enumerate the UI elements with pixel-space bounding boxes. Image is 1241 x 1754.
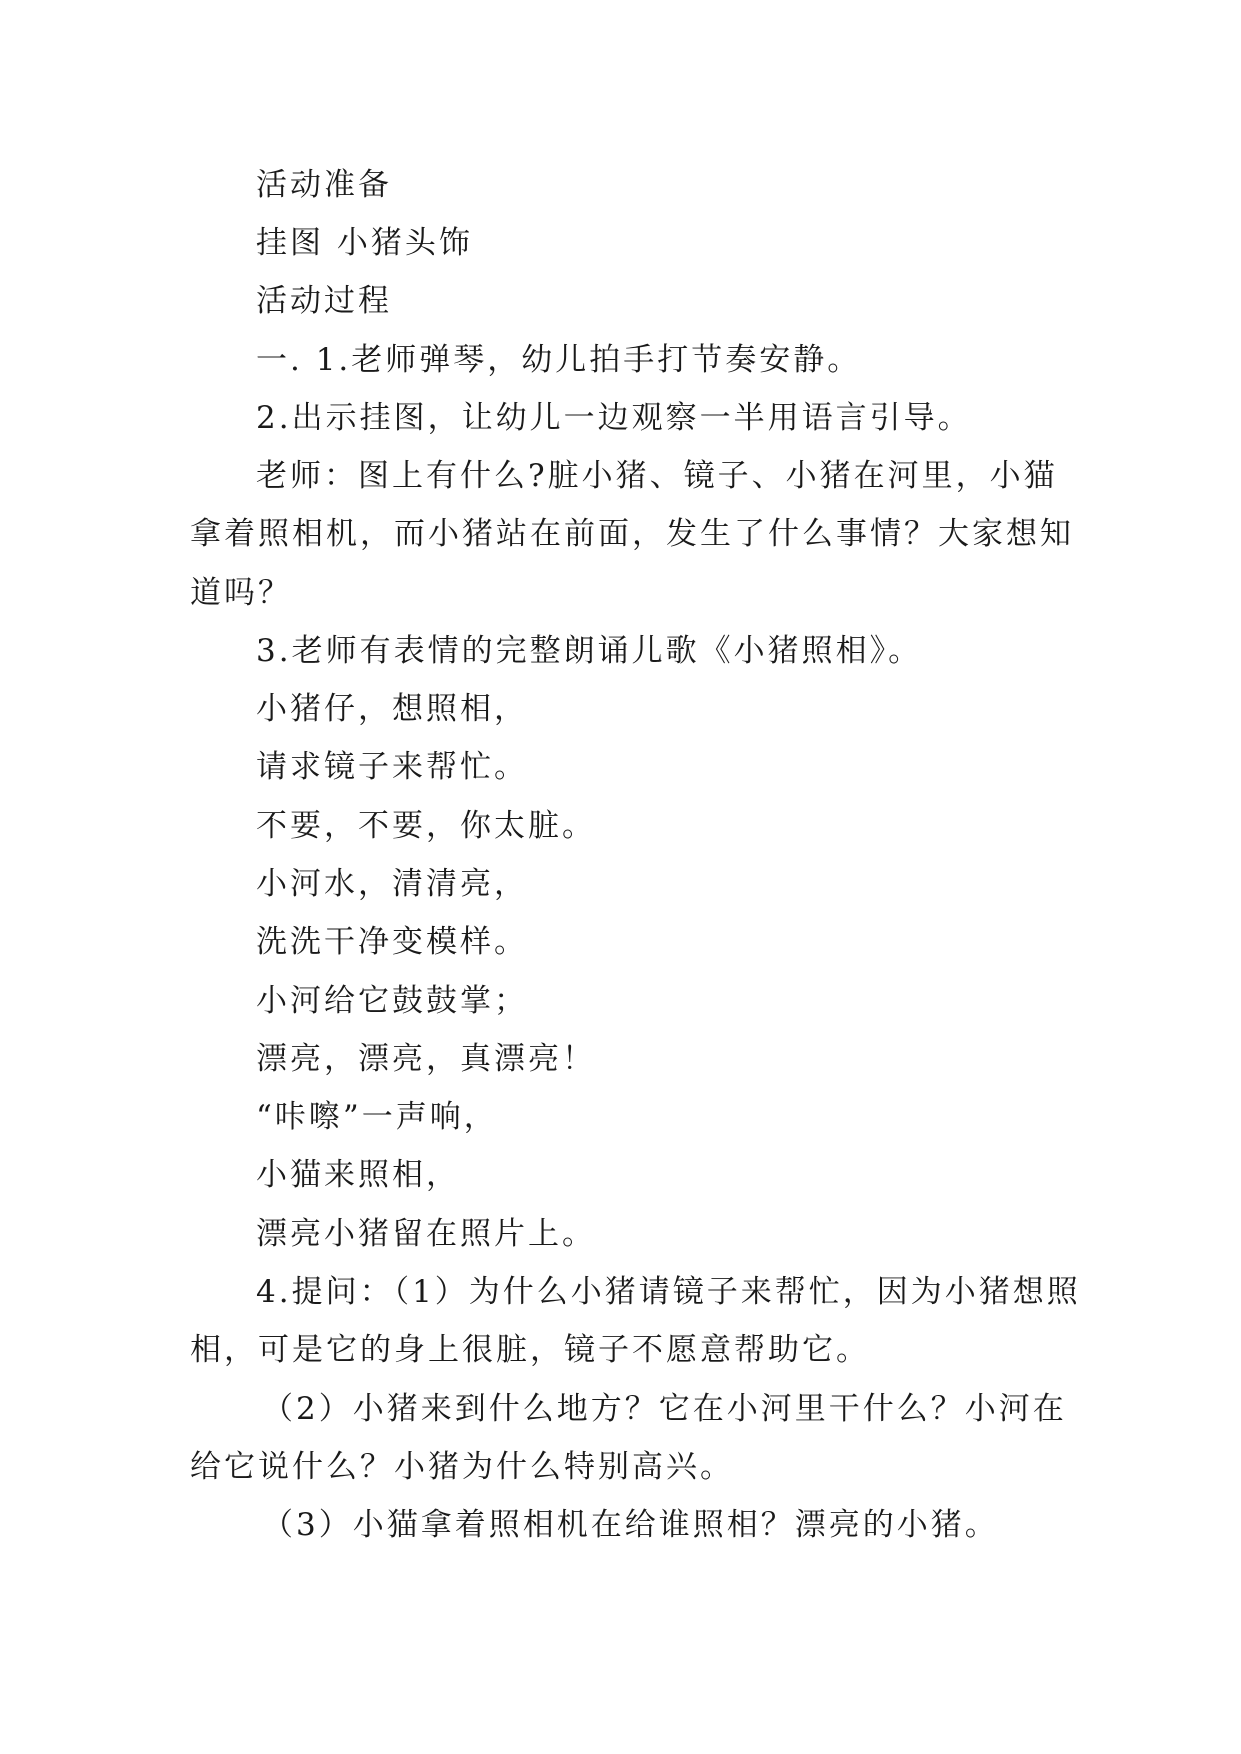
text-line: 活动准备 bbox=[256, 167, 392, 203]
text-line: 给它说什么？小猪为什么特别高兴。 bbox=[190, 1449, 734, 1485]
text-line: 活动过程 bbox=[256, 283, 392, 319]
text-line: 3.老师有表情的完整朗诵儿歌《小猪照相》。 bbox=[256, 633, 923, 669]
text-line: （3）小猫拿着照相机在给谁照相？漂亮的小猪。 bbox=[262, 1507, 999, 1543]
text-line: 老师：图上有什么?脏小猪、镜子、小猪在河里，小猫 bbox=[256, 458, 1058, 494]
text-line: 相，可是它的身上很脏，镜子不愿意帮助它。 bbox=[190, 1332, 870, 1368]
text-line: 拿着照相机，而小猪站在前面，发生了什么事情？大家想知 bbox=[190, 516, 1074, 552]
text-line: 请求镜子来帮忙。 bbox=[256, 749, 528, 785]
text-line: 小河水，清清亮， bbox=[256, 866, 528, 902]
text-line: 洗洗干净变模样。 bbox=[256, 924, 528, 960]
text-line: 小猫来照相， bbox=[256, 1157, 460, 1193]
text-line: 漂亮小猪留在照片上。 bbox=[256, 1216, 596, 1252]
text-line: 不要，不要，你太脏。 bbox=[256, 808, 596, 844]
text-line: 小河给它鼓鼓掌； bbox=[256, 983, 528, 1019]
text-line: 一. 1.老师弹琴，幼儿拍手打节奏安静。 bbox=[256, 342, 862, 378]
text-line: 4.提问：（1）为什么小猪请镜子来帮忙，因为小猪想照 bbox=[256, 1274, 1081, 1310]
text-line: 2.出示挂图，让幼儿一边观察一半用语言引导。 bbox=[256, 400, 972, 436]
text-line: 道吗？ bbox=[190, 575, 292, 611]
text-line: 挂图 小猪头饰 bbox=[256, 225, 473, 261]
text-line: 漂亮，漂亮，真漂亮！ bbox=[256, 1041, 596, 1077]
text-line: “咔嚓”一声响， bbox=[256, 1099, 498, 1135]
text-line: 小猪仔，想照相， bbox=[256, 691, 528, 727]
text-line: （2）小猪来到什么地方？它在小河里干什么？小河在 bbox=[262, 1391, 1067, 1427]
